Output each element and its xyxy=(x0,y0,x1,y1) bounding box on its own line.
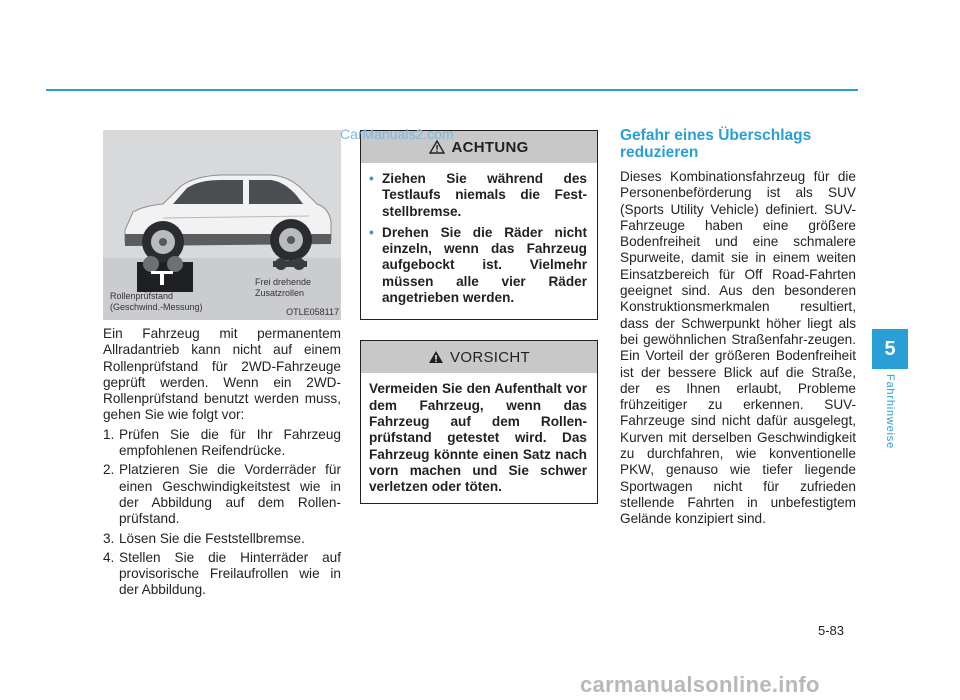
bullet-icon: • xyxy=(369,224,374,240)
header-rule xyxy=(46,89,858,91)
achtung-title: ACHTUNG xyxy=(451,138,529,156)
vorsicht-title: VORSICHT xyxy=(450,348,530,366)
step-text: Stellen Sie die Hinterräder auf provisorische Freilaufrollen wie in der Abbildung. xyxy=(119,549,341,598)
figure-code: OTLE058117 xyxy=(286,307,339,317)
list-item xyxy=(103,462,341,527)
achtung-item-text: Ziehen Sie während des Testlaufs niemals die Fest-stellbremse. xyxy=(382,171,587,219)
vorsicht-box xyxy=(360,340,598,504)
list-item xyxy=(369,171,587,220)
step-number: 4. xyxy=(103,549,115,565)
list-item xyxy=(369,225,587,306)
vorsicht-body: Vermeiden Sie den Aufenthalt vor dem Fahrzeug, wenn das Fahrzeug auf dem Rollen-prüfstand getestet wird. Das Fahrzeug könnte einen Satz nach vorn machen und Sie schwer verletzen oder töten. xyxy=(369,381,587,495)
step-number: 1. xyxy=(103,426,115,442)
chapter-number-tab: 5 xyxy=(872,329,908,369)
watermark-top: CarManuals2.com xyxy=(340,126,454,142)
step-text: Platzieren Sie die Vorderräder für einen Geschwindigkeitstest wie in der Abbildung auf dem Rollen-prüfstand. xyxy=(119,462,341,527)
middle-column xyxy=(360,130,598,504)
step-text: Lösen Sie die Feststellbremse. xyxy=(119,530,305,546)
intro-paragraph: Ein Fahrzeug mit permanentem Allradantrieb kann nicht auf einem Rollenprüfstand für 2WD-Fahrzeuge geprüft werden. Wenn ein 2WD-Rollenprüfstand benutzt werden muss, gehen Sie wie folgt vor: xyxy=(103,326,341,423)
achtung-box xyxy=(360,130,598,320)
warning-triangle-icon xyxy=(428,350,444,364)
chapter-label: Fahrhinweise xyxy=(884,374,896,450)
bullet-icon: • xyxy=(369,171,374,186)
figure-label-rollers: Frei drehende Zusatzrollen xyxy=(255,277,312,298)
page-number: 5-83 xyxy=(818,623,845,638)
achtung-body xyxy=(361,163,597,319)
achtung-item-text: Drehen Sie die Räder nicht einzeln, wenn das Fahrzeug aufgebockt ist. Vielmehr müssen alle vier Räder angetrieben werden. xyxy=(382,224,587,306)
list-item xyxy=(103,427,341,460)
watermark-bottom: carmanualsonline.info xyxy=(580,672,820,697)
right-column xyxy=(620,128,856,528)
step-text: Prüfen Sie die für Ihr Fahrzeug empfohlenen Reifendrücke. xyxy=(119,426,341,459)
left-column xyxy=(103,130,341,599)
rollover-paragraph: Dieses Kombinationsfahrzeug für die Personenbeförderung ist als SUV (Sports Utility Vehicle) definiert. SUV-Fahrzeuge haben eine größere Bodenfreiheit und eine schmalere Spurweite, damit sie in einem weiten Einsatzbereich für Off Road-Fahrten geeignet sind. Aus den besonderen Konstruktionsmerkmalen resultiert, dass der Schwerpunkt höher liegt als bei gewöhnlichen Straßenfahr-zeugen. Ein Vorteil der größeren Bodenfreiheit ist der bessere Blick auf die Straße, der es Ihnen erlaubt, Probleme frühzeitiger zu erkennen. SUV-Fahrzeuge sind nicht dafür ausgelegt, Kurven mit derselben Geschwindigkeit zu durchfahren, wie konventionelle PKW, genauso wie tiefer liegende Sportwagen nicht für zufrieden stellende Fahrten in unbefestigtem Gelände konzipiert sind. xyxy=(620,169,856,527)
step-number: 3. xyxy=(103,530,115,546)
warning-triangle-icon xyxy=(429,140,445,154)
list-item xyxy=(103,531,341,547)
dyno-figure xyxy=(103,130,341,320)
section-title: Gefahr eines Überschlags reduzieren xyxy=(620,127,812,161)
figure-label-dyno: Rollenprüfstand (Geschwind.-Messung) xyxy=(110,291,203,312)
list-item xyxy=(103,550,341,599)
vorsicht-header xyxy=(361,341,597,373)
step-number: 2. xyxy=(103,462,115,478)
step-list xyxy=(103,427,341,599)
